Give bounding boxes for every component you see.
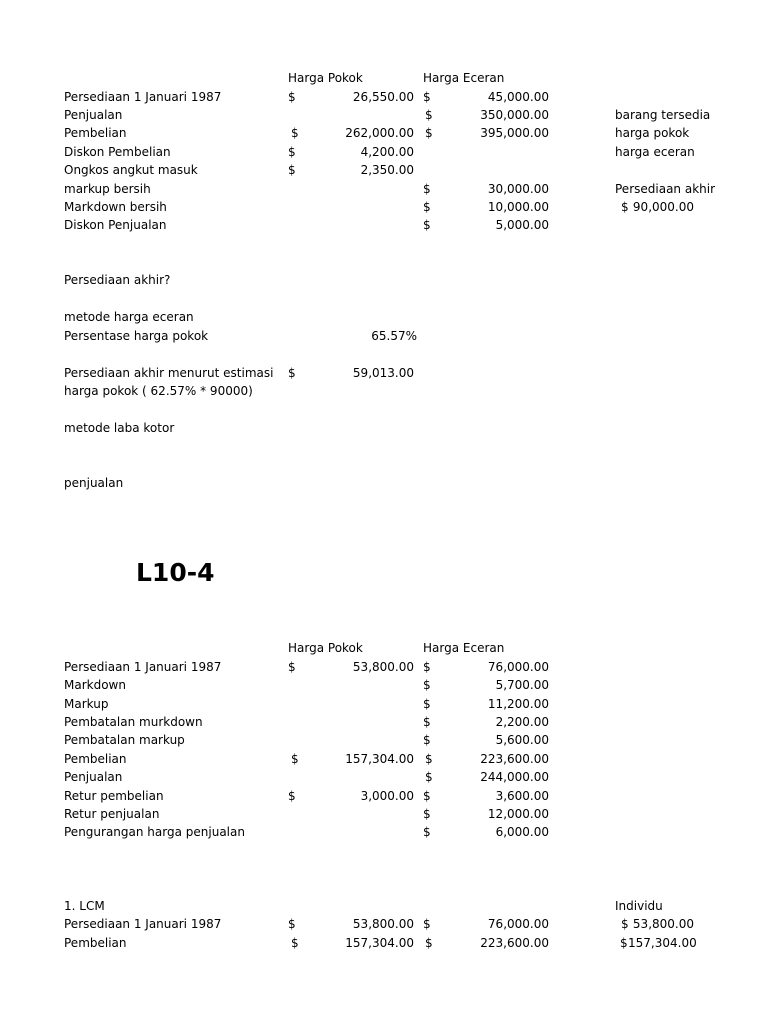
retail-currency: $ [425,126,433,140]
retail-currency: $ [423,825,431,839]
sales-label: penjualan [64,476,124,490]
retail-currency: $ [423,90,431,104]
cost-currency: $ [288,660,296,674]
cost-value: 4,200.00 [360,145,414,159]
estimate-label-line1: Persediaan akhir menurut estimasi [64,366,274,380]
individu-heading: Individu [615,899,663,913]
retail-currency: $ [425,752,433,766]
retail-currency: $ [423,200,431,214]
row-label: Pembelian [64,936,127,950]
retail-currency: $ [423,917,431,931]
retail-value: 244,000.00 [480,770,549,784]
individu-currency: $ [620,936,628,950]
retail-value: 395,000.00 [480,126,549,140]
cost-value: 157,304.00 [345,752,414,766]
method-gross-label: metode laba kotor [64,421,175,435]
retail-value: 11,200.00 [487,697,549,711]
cost-currency: $ [288,90,296,104]
cost-currency: $ [288,789,296,803]
retail-currency: $ [423,807,431,821]
row-label: Retur penjualan [64,807,160,821]
retail-value: 5,000.00 [495,218,549,232]
retail-value: 350,000.00 [480,108,549,122]
cost-currency: $ [291,126,299,140]
retail-value: 45,000.00 [487,90,549,104]
row-label: Retur pembelian [64,789,164,803]
row-label: Markdown [64,678,126,692]
individu-value: 157,304.00 [628,936,697,950]
retail-currency: $ [423,660,431,674]
retail-value: 5,600.00 [495,733,549,747]
cost-value: 2,350.00 [360,163,414,177]
retail-currency: $ [423,678,431,692]
row-label: Penjualan [64,770,123,784]
retail-value: 12,000.00 [487,807,549,821]
estimate-label-line2: harga pokok ( 62.57% * 90000) [64,384,253,398]
individu-currency: $ [621,917,629,931]
row-label: Persediaan 1 Januari 1987 [64,917,222,931]
cost-value: 53,800.00 [352,660,414,674]
section-title: L10-4 [136,558,215,587]
retail-value: 10,000.00 [487,200,549,214]
row-label: Diskon Penjualan [64,218,167,232]
retail-value: 76,000.00 [487,917,549,931]
side-value: 90,000.00 [632,200,694,214]
retail-value: 223,600.00 [480,936,549,950]
row-label: Ongkos angkut masuk [64,163,198,177]
percentage-value: 65.57% [371,329,417,343]
cost-currency: $ [288,917,296,931]
retail-value: 2,200.00 [495,715,549,729]
estimate-currency: $ [288,366,296,380]
cost-value: 157,304.00 [345,936,414,950]
cost-value: 53,800.00 [352,917,414,931]
cost-currency: $ [288,163,296,177]
row-label: Diskon Pembelian [64,145,171,159]
side-label-barang-tersedia: barang tersedia [615,108,711,122]
row-label: Pembelian [64,752,127,766]
cost-currency: $ [291,752,299,766]
retail-currency: $ [423,697,431,711]
retail-currency: $ [423,218,431,232]
cost-value: 262,000.00 [345,126,414,140]
row-label: Pengurangan harga penjualan [64,825,245,839]
header-harga-eceran: Harga Eceran [423,71,505,85]
row-label: Pembelian [64,126,127,140]
row-label: Persediaan 1 Januari 1987 [64,660,222,674]
question-text: Persediaan akhir? [64,273,171,287]
row-label: Persediaan 1 Januari 1987 [64,90,222,104]
retail-currency: $ [425,770,433,784]
header-harga-eceran: Harga Eceran [423,641,505,655]
cost-value: 3,000.00 [360,789,414,803]
row-label: Penjualan [64,108,123,122]
row-label: markup bersih [64,182,151,196]
header-harga-pokok: Harga Pokok [288,641,363,655]
cost-value: 26,550.00 [352,90,414,104]
row-label: Markup [64,697,109,711]
retail-value: 3,600.00 [495,789,549,803]
side-label-harga-pokok: harga pokok [615,126,690,140]
row-label: Pembatalan murkdown [64,715,203,729]
retail-value: 76,000.00 [487,660,549,674]
cost-currency: $ [288,145,296,159]
side-currency: $ [621,200,629,214]
cost-currency: $ [291,936,299,950]
lcm-heading: 1. LCM [64,899,105,913]
side-label-harga-eceran: harga eceran [615,145,695,159]
retail-currency: $ [425,936,433,950]
retail-value: 30,000.00 [487,182,549,196]
retail-value: 6,000.00 [495,825,549,839]
side-label-persediaan-akhir: Persediaan akhir [615,182,716,196]
header-harga-pokok: Harga Pokok [288,71,363,85]
percentage-label: Persentase harga pokok [64,329,209,343]
retail-value: 5,700.00 [495,678,549,692]
row-label: Markdown bersih [64,200,167,214]
retail-currency: $ [423,789,431,803]
retail-currency: $ [423,733,431,747]
retail-value: 223,600.00 [480,752,549,766]
individu-value: 53,800.00 [632,917,694,931]
row-label: Pembatalan markup [64,733,185,747]
retail-currency: $ [423,182,431,196]
method-retail-label: metode harga eceran [64,310,194,324]
retail-currency: $ [423,715,431,729]
estimate-value: 59,013.00 [352,366,414,380]
retail-currency: $ [425,108,433,122]
